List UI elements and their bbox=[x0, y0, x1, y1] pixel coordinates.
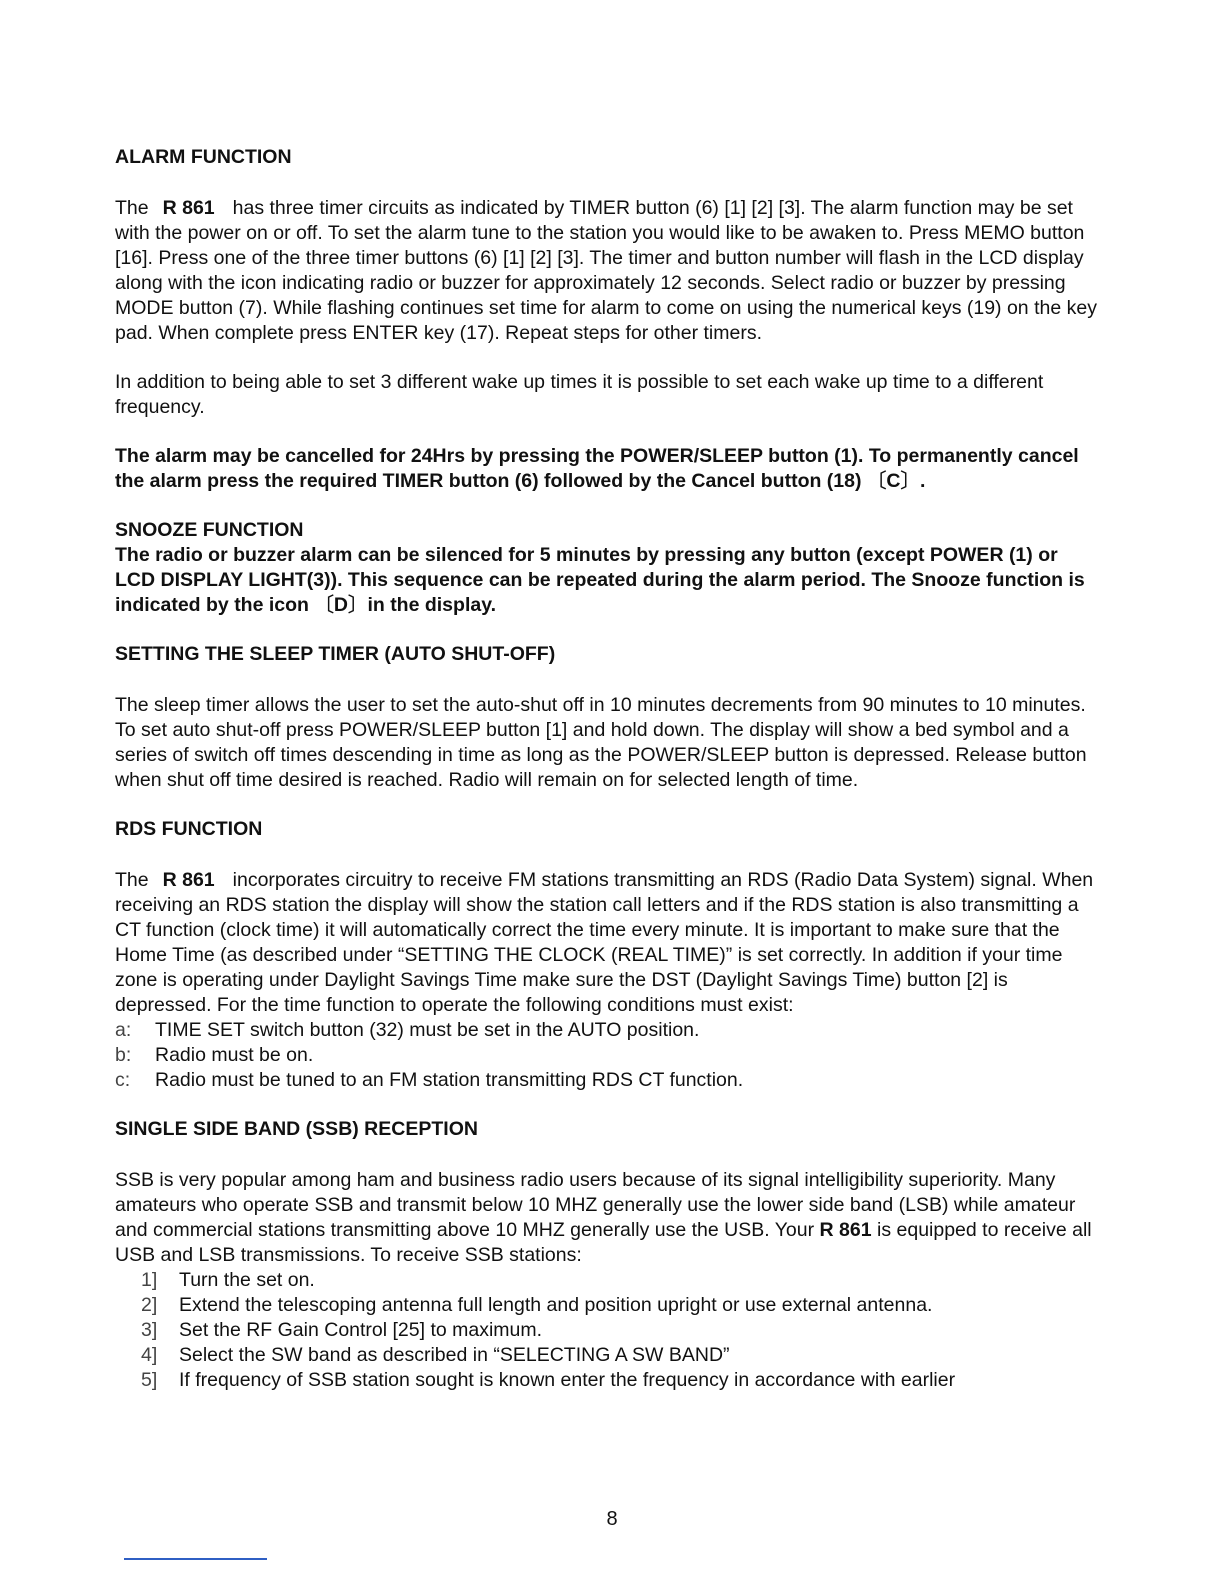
list-text: Radio must be on. bbox=[155, 1044, 314, 1066]
list-marker: 4] bbox=[141, 1344, 158, 1366]
alarm-heading: ALARM FUNCTION bbox=[115, 146, 292, 168]
list-text: TIME SET switch button (32) must be set in the AUTO position. bbox=[155, 1019, 700, 1041]
list-text: Set the RF Gain Control [25] to maximum. bbox=[179, 1319, 543, 1341]
alarm-model-name: R 861 bbox=[162, 197, 215, 219]
list-marker: 1] bbox=[141, 1269, 158, 1291]
ssb-steps-list bbox=[115, 1268, 1100, 1393]
manual-page bbox=[115, 145, 1100, 1393]
list-text: Extend the telescoping antenna full length and position upright or use external antenna. bbox=[179, 1294, 933, 1316]
ssb-p-text2: is equipped to receive all USB and LSB transmissions. To receive SSB stations: bbox=[115, 1219, 1092, 1266]
list-marker: b: bbox=[115, 1044, 132, 1066]
list-marker: 5] bbox=[141, 1369, 158, 1391]
ssb-paragraph bbox=[115, 1168, 1100, 1268]
list-item bbox=[115, 1043, 1100, 1068]
list-marker: a: bbox=[115, 1019, 132, 1041]
rds-heading: RDS FUNCTION bbox=[115, 818, 263, 840]
list-item bbox=[115, 1268, 1100, 1293]
list-item bbox=[115, 1018, 1100, 1043]
list-text: Select the SW band as described in “SELECTING A SW BAND” bbox=[179, 1344, 730, 1366]
list-marker: c: bbox=[115, 1069, 131, 1091]
list-marker: 2] bbox=[141, 1294, 158, 1316]
alarm-paragraph-2: In addition to being able to set 3 different wake up times it is possible to set each wake up time to a different frequency. bbox=[115, 371, 1044, 418]
sleep-heading: SETTING THE SLEEP TIMER (AUTO SHUT-OFF) bbox=[115, 643, 556, 665]
footer-rule bbox=[124, 1558, 267, 1560]
list-item bbox=[115, 1293, 1100, 1318]
list-text: Turn the set on. bbox=[179, 1269, 315, 1291]
list-text: Radio must be tuned to an FM station transmitting RDS CT function. bbox=[155, 1069, 744, 1091]
ssb-heading: SINGLE SIDE BAND (SSB) RECEPTION bbox=[115, 1118, 478, 1140]
list-item bbox=[115, 1368, 1100, 1393]
list-item bbox=[115, 1068, 1100, 1093]
rds-p-pre: The bbox=[115, 869, 149, 891]
snooze-paragraph: The radio or buzzer alarm can be silenced for 5 minutes by pressing any button (except POWER (1) or LCD DISPLAY LIGHT(3)). This sequence can be repeated during the alarm period. The Snooze function is indicated by the icon 〔D〕in the display. bbox=[115, 544, 1085, 616]
rds-model-name: R 861 bbox=[162, 869, 215, 891]
page-number: 8 bbox=[606, 1508, 618, 1530]
rds-conditions-list bbox=[115, 1018, 1100, 1093]
alarm-paragraph-3: The alarm may be cancelled for 24Hrs by pressing the POWER/SLEEP button (1). To permanently cancel the alarm press the required TIMER button (6) followed by the Cancel button (18) 〔C〕. bbox=[115, 445, 1079, 492]
snooze-heading: SNOOZE FUNCTION bbox=[115, 519, 304, 541]
rds-p-text: incorporates circuitry to receive FM stations transmitting an RDS (Radio Data System) signal. When receiving an RDS station the display will show the station call letters and if the RDS station is also transmitting a CT function (clock time) it will automatically correct the time every minute. It is important to make sure that the Home Time (as described under “SETTING THE CLOCK (REAL TIME)” is set correctly. In addition if your time zone is operating under Daylight Savings Time make sure the DST (Daylight Savings Time) button [2] is depressed. For the time function to operate the following conditions must exist: bbox=[115, 869, 1094, 1016]
ssb-p-text: SSB is very popular among ham and business radio users because of its signal intelligibility superiority. Many amateurs who operate SSB and transmit below 10 MHZ generally use the lower side band (LSB) while amateur and commercial stations transmitting above 10 MHZ generally use the USB. Your bbox=[115, 1169, 1076, 1241]
ssb-model-name: R 861 bbox=[819, 1219, 872, 1241]
list-text: If frequency of SSB station sought is known enter the frequency in accordance with earlier bbox=[179, 1369, 956, 1391]
alarm-paragraph-1 bbox=[115, 196, 1100, 346]
sleep-paragraph: The sleep timer allows the user to set the auto-shut off in 10 minutes decrements from 90 minutes to 10 minutes. To set auto shut-off press POWER/SLEEP button [1] and hold down. The display will show a bed symbol and a series of switch off times descending in time as long as the POWER/SLEEP button is depressed. Release button when shut off time desired is reached. Radio will remain on for selected length of time. bbox=[115, 694, 1087, 791]
list-item bbox=[115, 1318, 1100, 1343]
alarm-p1-text: has three timer circuits as indicated by TIMER button (6) [1] [2] [3]. The alarm function may be set with the power on or off. To set the alarm tune to the station you would like to be awaken to. Press MEMO button [16]. Press one of the three timer buttons (6) [1] [2] [3]. The timer and button number will flash in the LCD display along with the icon indicating radio or buzzer for approximately 12 seconds. Select radio or buzzer by pressing MODE button (7). While flashing continues set time for alarm to come on using the numerical keys (19) on the key pad. When complete press ENTER key (17). Repeat steps for other timers. bbox=[115, 197, 1097, 344]
list-marker: 3] bbox=[141, 1319, 158, 1341]
alarm-p1-pre: The bbox=[115, 197, 149, 219]
list-item bbox=[115, 1343, 1100, 1368]
rds-paragraph bbox=[115, 868, 1100, 1018]
